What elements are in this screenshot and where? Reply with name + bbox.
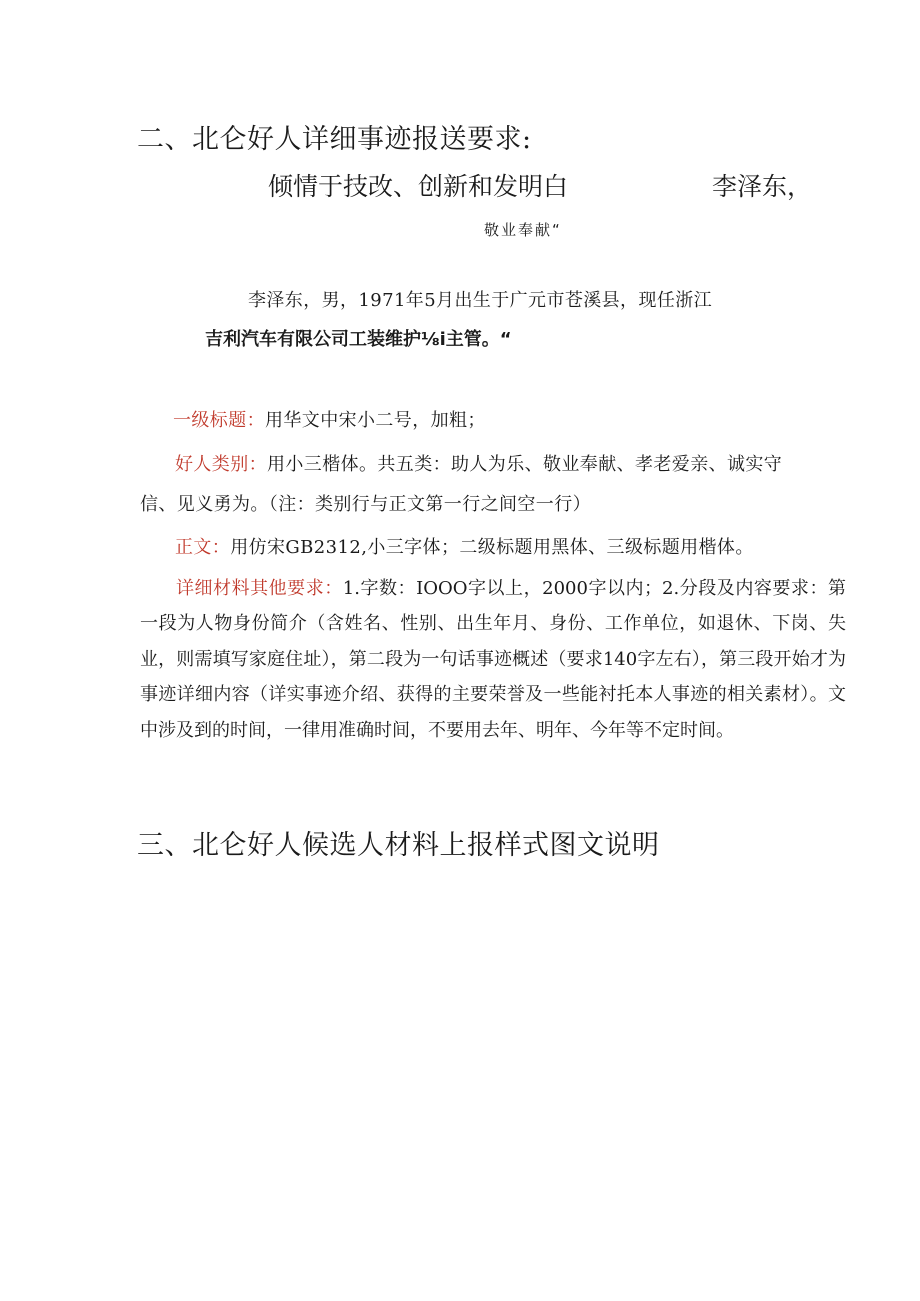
sample-body-line-2: 吉利汽车有限公司工装维护⅛i主管。“ bbox=[205, 329, 512, 350]
rule-label: 好人类别： bbox=[175, 454, 267, 475]
rule-category-continued: 信、见义勇为。（注：类别行与正文第一行之间空一行） bbox=[140, 494, 591, 515]
rule-label: 详细材料其他要求： bbox=[176, 578, 343, 599]
rule-detail-paragraph bbox=[140, 571, 846, 748]
section-2-heading: 二、北仑好人详细事迹报送要求: bbox=[137, 124, 532, 155]
rule-text: 1.字数：IOOO字以上，2000字以内；2.分段及内容要求：第一段为人物身份简介（含姓名、性别、出生年月、身份、工作单位，如退休、下岗、失业，则需填写家庭住址），第二段为一句话事迹概述（要求140字左右），第三段开始才为事迹详细内容（详实事迹介绍、获得的主要荣誉及一些能衬托本人事迹的相关素材）。文中涉及到的时间，一律用准确时间，不要用去年、明年、今年等不定时间。 bbox=[140, 578, 846, 741]
sample-title-left: 倾情于技改、创新和发明白 bbox=[268, 172, 569, 201]
rule-text: 用仿宋GB2312,小三字体；二级标题用黑体、三级标题用楷体。 bbox=[230, 537, 754, 558]
rule-body-text bbox=[175, 539, 754, 557]
sample-title-right: 李泽东， bbox=[712, 172, 813, 201]
rule-category bbox=[175, 456, 782, 474]
rule-label: 正文： bbox=[175, 537, 231, 558]
rule-level1-title bbox=[173, 412, 486, 430]
rule-text: 用华文中宋小二号，加粗； bbox=[265, 410, 486, 431]
rule-text: 用小三楷体。共五类：助人为乐、敬业奉献、孝老爱亲、诚实守 bbox=[267, 454, 783, 475]
sample-category: 敬业奉献“ bbox=[484, 221, 562, 239]
section-3-heading: 三、北仑好人候选人材料上报样式图文说明 bbox=[137, 830, 660, 861]
sample-body-line-1: 李泽东，男，1971年5月出生于广元市苍溪县，现任浙江 bbox=[248, 290, 713, 311]
rule-label: 一级标题： bbox=[173, 410, 265, 431]
